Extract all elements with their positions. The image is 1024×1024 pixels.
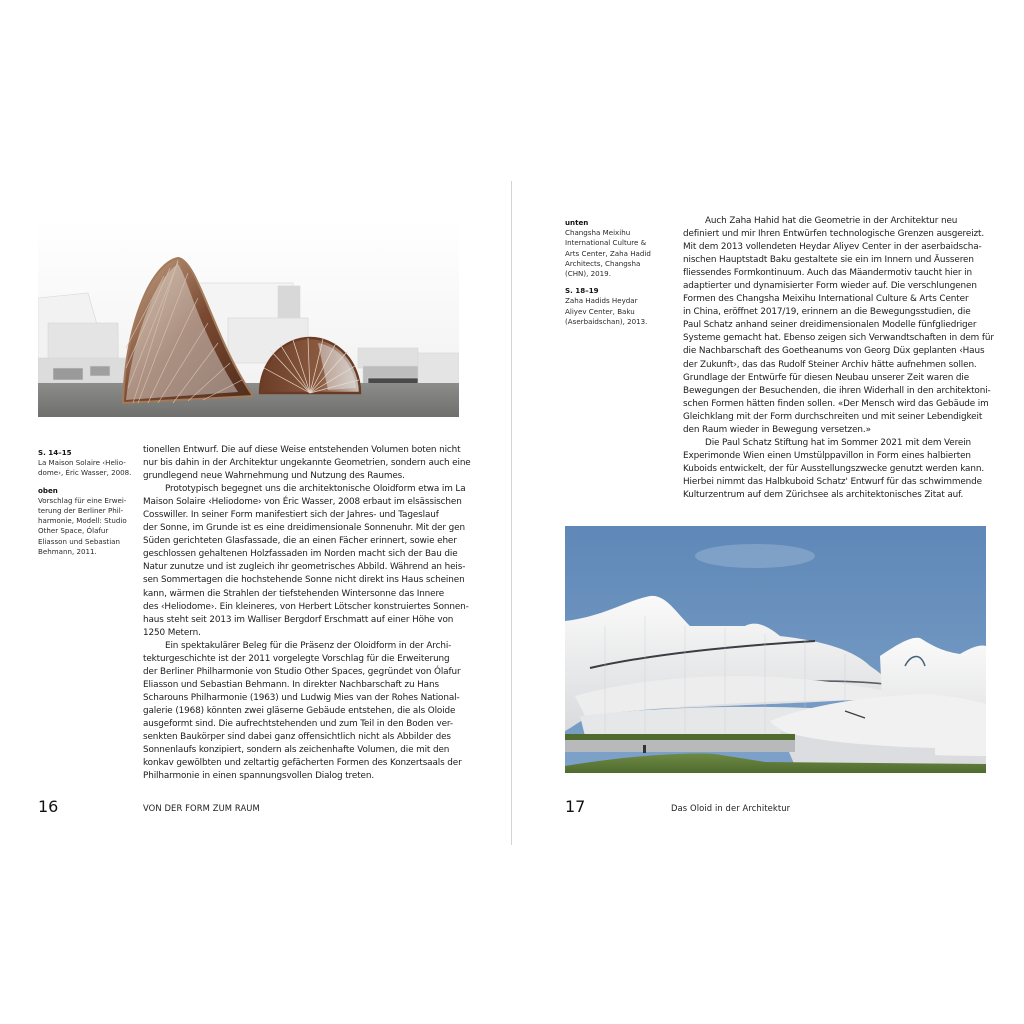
paragraph [143, 640, 463, 784]
text-line: der Berliner Philharmonie von Studio Other Spaces, gegründet von Ólafur [143, 666, 461, 677]
caption-heading: S. 18–19 [565, 286, 599, 296]
running-head-right: Das Oloid in der Architektur [671, 803, 791, 813]
heliodome-illustration [38, 218, 459, 417]
caption-text: Vorschlag für eine Erwei-terung der Berliner Phil-harmonie, Modell: Studio Other Space, Ólafur Eliasson und Sebastian Behmann, 2011. [38, 495, 127, 556]
text-line: haus steht seit 2013 im Walliser Bergdorf Erschmatt auf einer Höhe von [143, 614, 454, 625]
paragraph [683, 437, 988, 502]
text-line: tionellen Entwurf. Die auf diese Weise entstehenden Volumen boten nicht [143, 445, 461, 455]
text-line: Paul Schatz anhand seiner dreidimensionalen Modelle fünfgliedriger [683, 320, 977, 331]
caption-text: Changsha Meixihu International Culture & Arts Center, Zaha Hadid Architects, Changsha (CHN), 2019. [565, 228, 651, 279]
cloud [695, 544, 815, 568]
text-line: Sonnenlaufs konzipiert, sondern als zeichenhafte Volumen, die mit den [143, 745, 450, 756]
text-line: fliessendes Formkontinuum. Auch das Mäandermotiv taucht hier in [683, 268, 972, 279]
text-line: Cosswiller. In seiner Form manifestiert sich der Jahres- und Tageslauf [143, 510, 439, 521]
text-line: Systeme gemacht hat. Ebenso zeigen sich Verwandtschaften in dem für [683, 333, 994, 344]
text-line: Gleichklang mit der Form durchschreiten und mit seiner Lebendigkeit [683, 411, 983, 422]
text-line: in China, eröffnet 2017/19, erinnern an die Bewegungsstudien, die [683, 307, 971, 318]
text-line: den Raum wieder in Bewegung versetzen.» [683, 424, 871, 435]
text-line: galerie (1968) könnten zwei gläserne Gebäude entstehen, die als Oloide [143, 705, 456, 716]
paragraph [143, 483, 469, 640]
text-line: Formen des Changsha Meixihu International Culture & Arts Center [683, 294, 969, 305]
text-line: Grundlage der Entwürfe für diesen Neubau unserer Zeit waren die [683, 372, 970, 383]
text-line: Bewegungen der Besuchenden, die ihren Widerhall in den architektoni- [683, 385, 991, 396]
text-line: tekturgeschichte ist der 2011 vorgelegte Vorschlag für die Erweiterung [143, 653, 450, 664]
meixihu-culture-center-photo [565, 526, 986, 773]
right-captions [565, 218, 661, 334]
text-line: Die Paul Schatz Stiftung hat im Sommer 2021 mit dem Verein [705, 437, 972, 448]
pedestrian [643, 745, 646, 753]
text-line: konkav gewölbten und zeltartig gefächerten Formen des Konzertsaals der [143, 758, 462, 769]
caption-text: Zaha Hadids Heydar Aliyev Center, Baku (Aserbaidschan), 2013. [565, 296, 648, 326]
text-line: nur bis dahin in der Architektur ungekannte Geometrien, sondern auch eine [143, 458, 471, 469]
text-line: adaptierter und dynamisierter Form wieder auf. Die verschlungenen [683, 281, 977, 292]
caption-block [38, 448, 134, 479]
text-line: Auch Zaha Hahid hat die Geometrie in der Architektur neu [705, 216, 958, 226]
text-line: Experimonde Wien einen Umstülppavillon in Form eines halbierten [683, 450, 971, 461]
running-head-left: VON DER FORM ZUM RAUM [143, 803, 260, 813]
heliodome-model-photo [38, 218, 459, 417]
text-line: der Zukunft›, das das Rudolf Steiner Archiv hätte aufnehmen sollen. [683, 359, 977, 370]
text-line: senkten Baukörper sind dabei ganz offensichtlich nicht als Abbilder des [143, 732, 451, 743]
text-line: Süden gerichteten Glasfassade, die an einen Fächer erinnert, sowie eher [143, 536, 457, 547]
text-line: grundlegend neue Wahrnehmung und Nutzung des Raumes. [143, 471, 405, 482]
text-line: ausgeformt sind. Die aufrechtstehenden und zum Teil in den Boden ver- [143, 718, 453, 729]
gutter-divider [511, 181, 512, 845]
text-line: Kulturzentrum auf dem Zürichsee als architektonisches Zitat auf. [683, 489, 964, 500]
text-line: 1250 Metern. [143, 627, 201, 638]
text-line: kann, wärmen die Strahlen der tiefstehenden Wintersonne das Innere [143, 588, 445, 599]
text-line: Prototypisch begegnet uns die architektonische Oloidform etwa im La [165, 484, 466, 495]
hedge [565, 734, 795, 740]
text-line: des ‹Heliodome›. Ein kleineres, von Herbert Lötscher konstruiertes Sonnen- [143, 601, 469, 612]
text-line: Mit dem 2013 vollendeten Heydar Aliyev Center in der aserbaidscha- [683, 242, 982, 253]
text-line: Ein spektakulärer Beleg für die Präsenz der Oloidform in der Archi- [165, 640, 452, 651]
text-line: Scharouns Philharmonie (1963) und Ludwig Mies van der Rohes National- [143, 692, 460, 703]
left-body-text [143, 444, 471, 783]
caption-block [565, 286, 661, 327]
page-number-right: 17 [565, 797, 586, 816]
text-line: Natur zunutze und ist zugleich ihr geometrisches Abbild. Während an heis- [143, 562, 466, 573]
caption-block [38, 486, 134, 557]
caption-heading: oben [38, 485, 58, 495]
text-line: Eliasson und Sebastian Behmann. In direkter Nachbarschaft zu Hans [143, 679, 439, 690]
text-line: Hierbei nimmt das Halbkuboid Schatz' Entwurf für das schwimmende [683, 476, 982, 487]
paragraph [143, 444, 471, 483]
text-line: definiert und mir Ihren Entwürfen technologische Grenzen ausgereizt. [683, 229, 985, 240]
text-line: nischen Hauptstadt Baku gestaltete sie ein im Innern und Äusseren [683, 255, 974, 266]
caption-block [565, 218, 661, 279]
paragraph [683, 215, 994, 437]
text-line: die Nachbarschaft des Goetheanums von Georg Düx geplanten ‹Haus [683, 346, 985, 357]
right-body-text [683, 215, 994, 502]
text-line: schen Formen hätten finden sollen. «Der Mensch wird das Gebäude im [683, 398, 989, 409]
text-line: der Sonne, im Grunde ist es eine dreidimensionale Sonnenuhr. Mit der gen [143, 523, 465, 534]
text-line: Maison Solaire ‹Heliodome› von Éric Wasser, 2008 erbaut im elsässischen [143, 497, 462, 508]
caption-text: La Maison Solaire ‹Helio-dome›, Éric Wasser, 2008. [38, 458, 132, 478]
page-number-left: 16 [38, 797, 59, 816]
text-line: geschlossen gehaltenen Holzfassaden im Norden macht sich der Bau die [143, 549, 458, 560]
meixihu-illustration [565, 526, 986, 773]
text-line: Kuboids entwickelt, der für Ausstellungszwecke genutzt werden kann. [683, 463, 985, 474]
plaza [565, 740, 795, 752]
text-line: Philharmonie in einen spannungsvollen Dialog treten. [143, 771, 375, 782]
caption-heading: S. 14–15 [38, 448, 72, 457]
caption-heading: unten [565, 218, 589, 227]
left-captions [38, 448, 134, 564]
text-line: sen Sommertagen die hochstehende Sonne nicht direkt ins Haus scheinen [143, 575, 465, 586]
